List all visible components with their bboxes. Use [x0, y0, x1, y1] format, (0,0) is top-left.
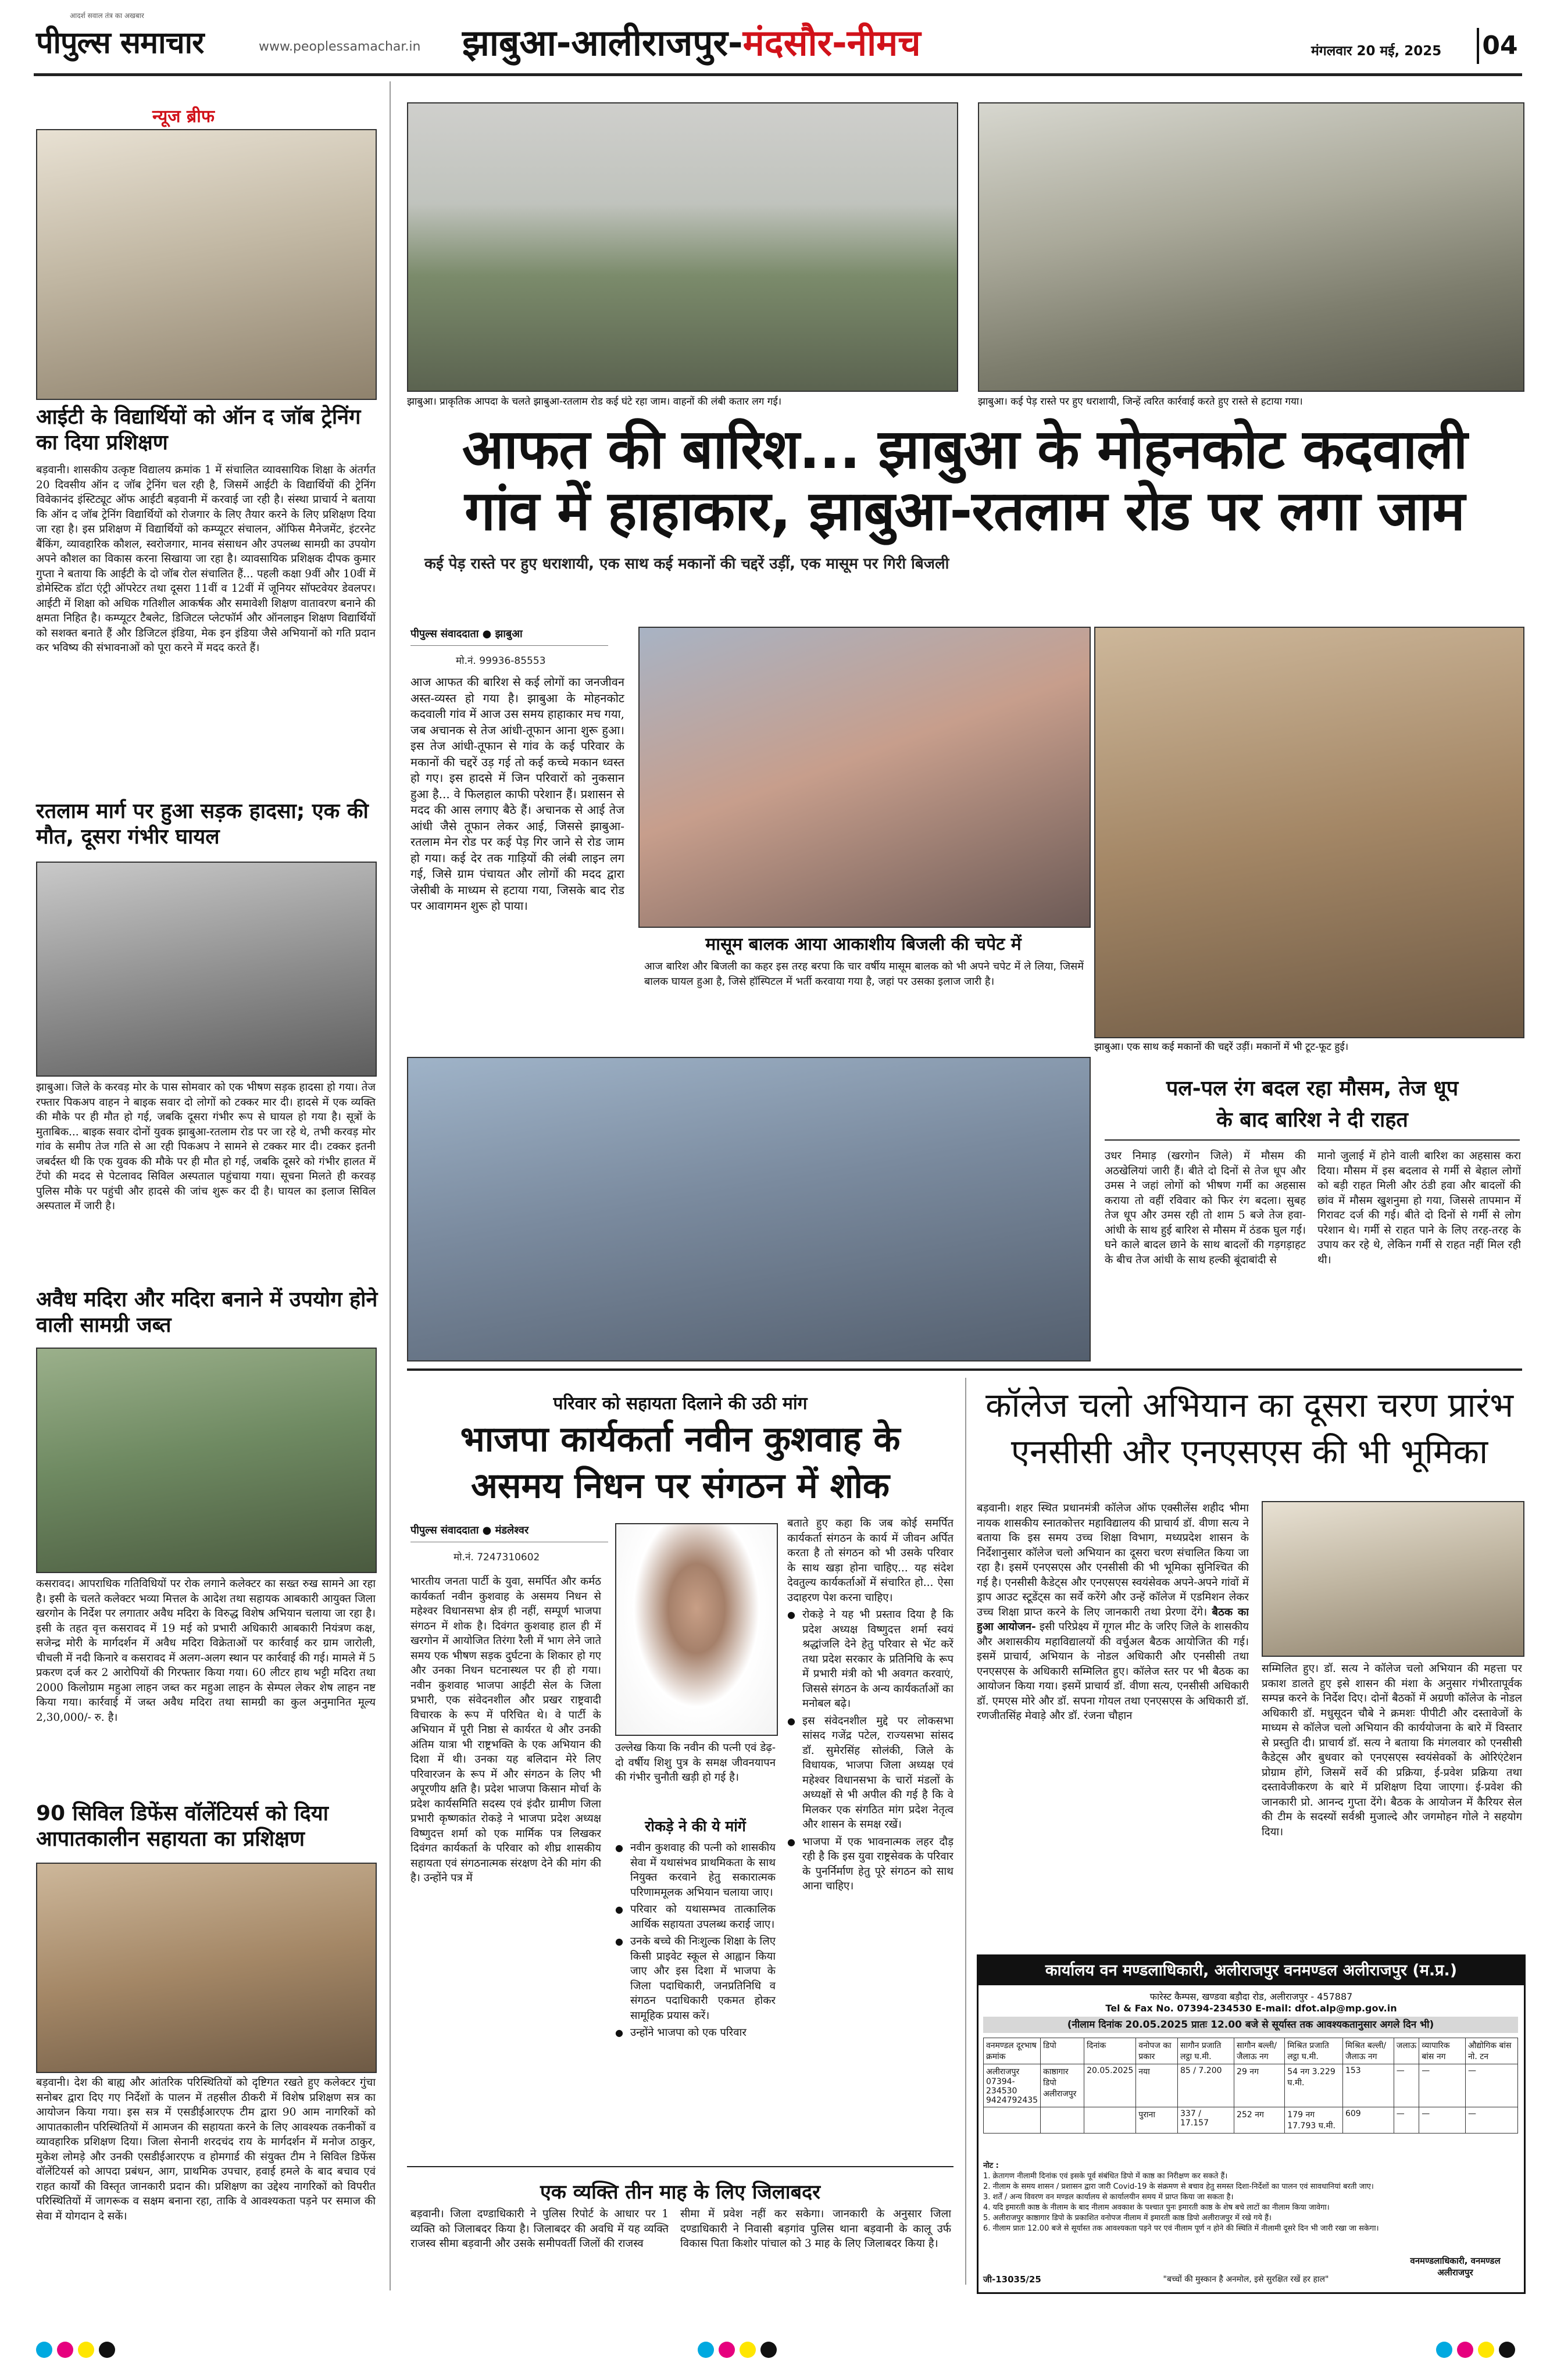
college-meeting-photo [1262, 1501, 1524, 1657]
college-headline-line2: एनसीसी और एनएसएस की भी भूमिका [1010, 1432, 1488, 1471]
registration-mark-black [760, 2342, 777, 2358]
jila-badar-rule [407, 2166, 954, 2167]
bjp-col3-point-2: ● इस संवेदनशील मुद्दे पर लोकसभा सांसद गजेंद्र पटेल, राज्यसभा सांसद डॉ. सुमेरसिंह सोलंकी, जिले के विधायक, भाजपा जिला अध्यक्ष एवं महेश्वर विधानसभा के चारों मंडलों के अध्यक्षों से भी अपील की गई है कि वे मिलकर एक संगठित मांग प्रदेश नेतृत्व और शासन के समक्ष रखें। [787, 1714, 954, 1832]
tender-notice: (नीलाम दिनांक 20.05.2025 प्रातः 12.00 बजे से सूर्यास्त तक आवश्यकतानुसार अगले दिन भी) [983, 2017, 1518, 2033]
tender-th: डिपो [1041, 2038, 1084, 2064]
injured-child-photo [638, 627, 1091, 928]
tender-th: सागौन बल्ली/जैलाऊ नग [1234, 2038, 1285, 2064]
tender-cell: पुराना [1136, 2107, 1178, 2134]
weather-headline-line2: के बाद बारिश ने दी राहत [1216, 1108, 1408, 1132]
bjp-col1: भारतीय जनता पार्टी के युवा, समर्पित और कर्मठ कार्यकर्ता नवीन कुशवाह के असमय निधन से महेश्वर विधानसभा क्षेत्र ही नहीं, सम्पूर्ण भाजपा संगठन में शोक है। दिवंगत कुशवाह हाल ही में खरगोन में आयोजित तिरंगा रैली में भाग लेने जाते समय एक भीषण सड़क दुर्घटना के शिकार हो गए और उनका निधन घटनास्थल पर ही हो गया। नवीन कुशवाह भाजपा आईटी सेल के जिला प्रभारी, एक संवेदनशील और प्रखर राष्ट्रवादी विचारक के रूप में परिचित थे। वे पार्टी के अभियान में पूरी निष्ठा से कार्यरत थे और उनकी अंतिम यात्रा भी राष्ट्रभक्ति के एक अभियान की दिशा में थी। उनका यह बलिदान मेरे लिए परिवारजन के रूप में और संगठन के लिए भी अपूरणीय क्षति है। प्रदेश भाजपा किसान मोर्चा के प्रदेश कार्यसमिति सदस्य एवं इंदौर ग्रामीण जिला प्रभारी कृष्णकांत रोकड़े ने भाजपा प्रदेश अध्यक्ष विष्णुदत्त शर्मा को एक मार्मिक पत्र लिखकर दिवंगत कार्यकर्ता के परिवार को शीघ्र शासकीय सहायता एवं संगठनात्मक संरक्षण देने की मांग की है। उन्होंने पत्र में [410, 1575, 601, 1884]
bjp-demand-1: ● नवीन कुशवाह की पत्नी को शासकीय सेवा में यथासंभव प्राथमिकता के साथ नियुक्त करवाने हेतु सकारात्मक परिणाममूलक अभियान चलाया जाए। [615, 1841, 776, 1900]
tender-contact: Tel & Fax No. 07394-234530 E-mail: dfot.alp@mp.gov.in [1105, 2003, 1397, 2014]
child-caption-body: आज बारिश और बिजली का कहर इस तरह बरपा कि चार वर्षीय मासूम बालक को भी अपने चपेट में ले लिया, जिसमें बालक घायल हुआ है, जिसे हॉस्पिटल में भर्ती करवाया गया है, जहां पर उसका इलाज जारी है। [644, 960, 1084, 988]
registration-mark-yellow [1478, 2342, 1494, 2358]
weather-photo [407, 1057, 1091, 1361]
accident-photo [36, 862, 377, 1077]
damaged-houses-caption: झाबुआ। एक साथ कई मकानों की चद्दरें उड़ीं। मकानों में भी टूट-फूट हुई। [1094, 1041, 1349, 1053]
tender-cell: — [1465, 2064, 1517, 2107]
tender-cell: — [1394, 2064, 1419, 2107]
tender-table [983, 2038, 1518, 2134]
tender-table-row [984, 2064, 1518, 2107]
weather-col2: मानो जुलाई में होने वाली बारिश का अहसास करा दिया। मौसम में इस बदलाव से गर्मी से बेहाल लोगों को बड़ी राहत मिली और ठंडी हवा और बादलों की छांव में मौसम खुशनुमा हो गया, जिससे तापमान में गिरावट दर्ज की गई। बीते दो दिनों से गर्मी से लोग परेशान थे। गर्मी से राहत पाने के लिए तरह-तरह के उपाय कर रहे थे, लेकिन गर्मी से राहत नहीं मिल रही थी। [1317, 1150, 1521, 1266]
tender-note: 5. अलीराजपुर काष्ठागार डिपो के प्रकाशित वनोपज नीलाम में इमारती काष्ठ डिपो अलीराजपुर में रखे गये हैं। [983, 2214, 1272, 2222]
weather-col1: उधर निमाड़ (खरगोन जिले) में मौसम की अठखेलियां जारी हैं। बीते दो दिनों से तेज धूप और उमस ने जहां लोगों को भीषण गर्मी का अहसास कराया तो वहीं रविवार को फिर रंग बदला। सुबह तेज धूप और उमस रही तो शाम 5 बजे तेज हवा-आंधी के साथ हुई बारिश से मौसम में ठंडक घुल गई। घने काले बादल छाने के साथ बादलों की गड़गड़ाहट के बीच तेज आंधी के साथ हल्की बूंदाबांदी से [1105, 1150, 1306, 1266]
tender-th: मिश्रित बल्ली/जैलाऊ नग [1342, 2038, 1394, 2064]
tender-table-header [984, 2038, 1518, 2064]
edition-title-black: झाबुआ-आलीराजपुर- [462, 22, 743, 64]
tender-note: 2. नीलाम के समय शासन / प्रशासन द्वारा जारी Covid-19 के संक्रमण से बचाव हेतु समस्त दिशा-निर्देशों का पालन एवं सावधानियां बरती जाए। [983, 2182, 1374, 2191]
fallen-trees-photo [978, 102, 1524, 392]
bjp-byline: पीपुल्स संवाददाता ● मंडलेश्वर [410, 1524, 529, 1536]
registration-mark-cyan [36, 2342, 52, 2358]
brief1-body: बड़वानी। शासकीय उत्कृष्ट विद्यालय क्रमांक 1 में संचालित व्यावसायिक शिक्षा के अंतर्गत 20 दिवसीय ऑन द जॉब ट्रेनिंग चल रही है, जिसमें आईटी के विद्यार्थियों की ट्रेनिंग विवेकानंद इंस्टिट्यूट ऑफ आईटी बड़वानी में करवाई जा रही है। संस्था प्राचार्य ने बताया कि ऑन द जॉब ट्रेनिंग विद्यार्थियों को रोजगार के लिए तैयार करने के लिए प्रशिक्षण दिया जा रहा है। इस प्रशिक्षण में विद्यार्थियों को कम्प्यूटर संचालन, ऑफिस मैनेजमेंट, इंटरनेट बैंकिंग, व्यावहारिक कौशल, स्वरोजगार, मानव संसाधन और उपलब्ध सामग्री का उपयोग अपने कौशल का विकास करना सिखाया जा रहा है। व्यावसायिक प्रशिक्षक दीपक कुमार गुप्ता ने बताया कि आईटी के दो जॉब रोल संचालित हैं... पहली कक्षा 9वीं और 10वीं में डोमेस्टिक डॉटा एंट्री ऑपरेटर तथा दूसरा 11वीं व 12वीं में जूनियर सॉफ्टवेयर डेवलपर। आईटी में शिक्षा को अधिक गतिशील आकर्षक और समावेशी शिक्षण वातावरण बनाने की क्षमता निहित है। कम्प्यूटर टैबलेट, डिजिटल प्लेटफॉर्म और ऑनलाइन शिक्षण विद्यार्थियों को सशक्त बनाते हैं और डिजिटल इंडिया, मेक इन इंडिया जैसे अभियानों को गति प्रदान कर भविष्य की संभावनाओं को पूरा करने में मदद करते हैं। [36, 464, 376, 654]
registration-mark-magenta [719, 2342, 735, 2358]
college-col1 [977, 1501, 1249, 1945]
tender-title: कार्यालय वन मण्डलाधिकारी, अलीराजपुर वनमण्डल अलीराजपुर (म.प्र.) [979, 1956, 1524, 1985]
tender-table-row [984, 2107, 1518, 2134]
weather-headline-line1: पल-पल रंग बदल रहा मौसम, तेज धूप [1166, 1077, 1459, 1100]
bjp-mobile: मो.नं. 7247310602 [453, 1552, 540, 1563]
registration-mark-magenta [57, 2342, 73, 2358]
tender-cell [984, 2107, 1041, 2134]
tender-th: व्यापारिक बांस नग [1419, 2038, 1466, 2064]
news-brief-label: न्यूज ब्रीफ [152, 106, 215, 127]
registration-mark-yellow [78, 2342, 94, 2358]
tender-cell: 29 नग [1234, 2064, 1285, 2107]
jila-badar-headline: एक व्यक्ति तीन माह के लिए जिलाबदर [540, 2181, 820, 2204]
registration-mark-yellow [740, 2342, 756, 2358]
brief4-body: बड़वानी। देश की बाह्य और आंतरिक परिस्थितियों को दृष्टिगत रखते हुए कलेक्टर गुंचा सनोबर द्वारा दिए गए निर्देशों के पालन में तहसील ठीकरी में विशेष प्रशिक्षण सत्र का आयोजन किया गया। इस सत्र में एसडीईआरएफ टीम द्वारा 90 आम नागरिकों को आपातकालीन परिस्थितियों में आमजन की सहायता करने के लिए आवश्यक तकनीकों व व्यावहारिक प्रशिक्षण दिया। जिला सेनानी शरदचंद राय के मार्गदर्शन में मनोज ठाकुर, मुकेश लोमड़े और उनकी एसडीईआरएफ व होमगार्ड की संयुक्त टीम ने सिविल डिफेंस वॉलेंटियर्स को आपदा प्रबंधन, आग, प्राथमिक उपचार, हवाई हमले के बाद बचाव एवं राहत कार्यों की विस्तृत जानकारी प्रदान की। प्रशिक्षण का उद्देश्य नागरिकों को विपरीत परिस्थितियों में जागरूक व सक्षम बनाना रहा, ताकि वे आवश्यकता पड़ने पर समाज की सेवा में योगदान दे सकें। [36, 2077, 376, 2222]
bjp-demands-list [615, 1841, 776, 2161]
bjp-photo-caption: उल्लेख किया कि नवीन की पत्नी एवं डेढ़-दो वर्षीय शिशु पुत्र के समक्ष जीवनयापन की गंभीर चुनौती खड़ी हो गई है। [615, 1742, 776, 1784]
tender-cell: 179 नग 17.793 घ.मी. [1285, 2107, 1343, 2134]
civil-defence-photo [36, 1863, 377, 2073]
tender-cell: — [1465, 2107, 1517, 2134]
footer-registration-marks [0, 2320, 1557, 2380]
jila-badar-col1: बड़वानी। जिला दण्डाधिकारी ने पुलिस रिपोर्ट के आधार पर 1 व्यक्ति को जिलाबदर किया है। जिलाबदर की अवधि में यह व्यक्ति राजस्व सीमा बड़वानी और उसके समीपवर्ती जिलों की राजस्व [410, 2208, 669, 2250]
masthead-tagline: आदर्श सवाल तंत्र का अखबार [70, 12, 144, 20]
tender-ad [977, 1954, 1526, 2294]
tender-notes [983, 2161, 1518, 2254]
lead-byline: पीपुल्स संवाददाता ● झाबुआ [410, 628, 523, 640]
liquor-seizure-photo [36, 1348, 377, 1573]
tender-note: 6. नीलाम प्रातः 12.00 बजे से सूर्यास्त तक आवश्यकता पड़ने पर एवं नीलाम पूर्ण न होने की स्थिति में नीलामी दूसरे दिन भी जारी रखा जा सकेगा। [983, 2224, 1379, 2233]
tender-cell [1041, 2107, 1084, 2134]
bjp-demand-3: ● उनके बच्चे की निःशुल्क शिक्षा के लिए किसी प्राइवेट स्कूल से आह्वान किया जाए और इस दिशा में भाजपा के जिला पदाधिकारी, जनप्रतिनिधि व संगठन पदाधिकारी एकमत होकर सामूहिक प्रयास करें। [615, 1934, 776, 2023]
child-caption-title: मासूम बालक आया आकाशीय बिजली की चपेट में [705, 934, 1022, 955]
jila-badar-col2: सीमा में प्रवेश नहीं कर सकेगा। जानकारी के अनुसार जिला दण्डाधिकारी ने निवासी बड़गांव पुलिस थाना बड़वानी के कालू उर्फ विकास पिता किशोर पांचाल को 3 माह के लिए जिलाबदर किया है। [680, 2208, 951, 2250]
tender-notes-title: नोट : [983, 2161, 999, 2170]
bjp-col3-text: बताते हुए कहा कि जब कोई समर्पित कार्यकर्ता संगठन के कार्य में जीवन अर्पित करता है तो संगठन को भी उसके परिवार के साथ खड़ा होना चाहिए... यह संदेश देवतुल्य कार्यकर्ताओं में संचारित हो... ऐसा उदाहरण पेश करना चाहिए। [787, 1517, 954, 1604]
masthead-rule [34, 73, 1522, 76]
road-jam-caption: झाबुआ। प्राकृतिक आपदा के चलते झाबुआ-रतलाम रोड कई घंटे रहा जाम। वाहनों की लंबी कतार लग गई। [407, 396, 782, 408]
tender-cell: नया [1136, 2064, 1178, 2107]
bjp-headline-line2: असमय निधन पर संगठन में शोक [471, 1466, 890, 1506]
college-col1b-text: इसी परिप्रेक्ष्य में गूगल मीट के जरिए जिले के शासकीय और अशासकीय महाविद्यालयों की वर्चुअल बैठक आयोजित की गई। इसमें प्राचार्य, अभियान के नोडल अधिकारी और एनसीसी तथा एनएसएस के अधिकारी सम्मिलित हुए। कॉलेज स्तर पर भी बैठक का आयोजन किया गया। इसमें प्राचार्य डॉ. वीणा सत्य, एनसीसी अधिकारी डॉ. एमएस मोरे और डॉ. सपना गोयल तथा एनएसएस के अधिकारी डॉ. रणजीतसिंह मेवाड़े और डॉ. रंजना चौहान [977, 1621, 1249, 1722]
tender-th: मिश्रित प्रजाति लट्ठा घ.मी. [1285, 2038, 1343, 2064]
edition-title-red: मंदसौर-नीमच [742, 22, 921, 64]
registration-mark-cyan [1436, 2342, 1452, 2358]
bjp-demand-2: ● परिवार को यथासम्भव तात्कालिक आर्थिक सहायता उपलब्ध कराई जाए। [615, 1902, 776, 1932]
registration-mark-black [99, 2342, 115, 2358]
naveen-kushwah-photo [615, 1523, 778, 1736]
section-rule [407, 1368, 1522, 1371]
weather-headline-rule [1105, 1139, 1520, 1141]
tender-slogan: "बच्चों की मुस्कान है अनमोल, इसे सुरक्षित रखें हर हाल" [1163, 2275, 1329, 2284]
edition-title [462, 17, 921, 66]
page-number: 04 [1477, 28, 1521, 64]
lead-headline-line1: आफत की बारिश... झाबुआ के मोहनकोट कदवाली [462, 418, 1467, 481]
bjp-demands-title: रोकड़े ने की ये मांगें [645, 1818, 746, 1835]
tender-cell: 54 नग 3.229 घ.मी. [1285, 2064, 1343, 2107]
tender-cell: 337 / 17.157 [1178, 2107, 1234, 2134]
tender-cell: 153 [1342, 2064, 1394, 2107]
tender-cell: — [1419, 2064, 1466, 2107]
brief2-headline: रतलाम मार्ग पर हुआ सड़क हादसा; एक की मौत, दूसरा गंभीर घायल [36, 799, 369, 849]
damaged-houses-photo [1094, 627, 1524, 1038]
issue-date: मंगलवार 20 मई, 2025 [1311, 44, 1442, 59]
lead-headline-line2: गांव में हाहाकार, झाबुआ-रतलाम रोड पर लगा जाम [465, 480, 1465, 543]
tender-cell: अलीराजपुर 07394-234530 9424792435 [984, 2064, 1041, 2107]
it-students-photo [36, 129, 377, 400]
tender-th: औद्योगिक बांस नो. टन [1465, 2038, 1517, 2064]
tender-signature: वनमण्डलाधिकारी, वनमण्डल अलीराजपुर [1410, 2256, 1501, 2278]
bjp-col3 [787, 1516, 954, 2160]
tender-note: 1. क्रेतागण नीलामी दिनांक एवं इसके पूर्व संबंधित डिपो में काष्ठ का निरीक्षण कर सकते हैं। [983, 2172, 1228, 2181]
tender-cell [1084, 2107, 1136, 2134]
road-jam-photo [407, 102, 958, 392]
bjp-headline-line1: भाजपा कार्यकर्ता नवीन कुशवाह के [460, 1419, 901, 1460]
tender-th: सागौन प्रजाति लट्ठा घ.मी. [1178, 2038, 1234, 2064]
bjp-col3-point-1: ● रोकड़े ने यह भी प्रस्ताव दिया है कि प्रदेश अध्यक्ष विष्णुदत्त शर्मा स्वयं श्रद्धांजलि देने हेतु परिवार से भेंट करें तथा प्रदेश सरकार के प्रतिनिधि के रूप में प्रभारी मंत्री को भी अवगत करवाएं, जिससे संगठन के अन्य कार्यकर्ताओं का मनोबल बढ़े। [787, 1607, 954, 1711]
lead-body: आज आफत की बारिश से कई लोगों का जनजीवन अस्त-व्यस्त हो गया है। झाबुआ के मोहनकोट कदवाली गांव में आज उस समय हाहाकार मच गया, जब अचानक से तेज आंधी-तूफान आना शुरू हुआ। इस तेज आंधी-तूफान से गांव के कई परिवार के मकानों की चद्दरें उड़ गई तो कई कच्चे मकान ध्वस्त हो गए। इस हादसे में जिन परिवारों को नुकसान हुआ है... वे फिलहाल काफी परेशान हैं। प्रशासन से मदद की आस लगाए बैठे हैं। अचानक से आई तेज आंधी जैसे तूफान लेकर आई, जिससे झाबुआ-रतलाम मेन रोड पर कई पेड़ गिर जाने से रोड जाम हो गया। कई देर तक गाड़ियों की लंबी लाइन लग गई, जिसे ग्राम पंचायत और लोगों की मदद द्वारा जेसीबी के माध्यम से हटाया गया, जिसके बाद रोड पर आवागमन शुरू हो पाया। [410, 675, 624, 913]
brief1-headline: आईटी के विद्यार्थियों को ऑन द जॉब ट्रेनिंग का दिया प्रशिक्षण [36, 405, 361, 455]
tender-code: जी-13035/25 [983, 2274, 1041, 2285]
bjp-demand-4: ● उन्होंने भाजपा को एक परिवार [615, 2025, 776, 2040]
brief4-headline: 90 सिविल डिफेंस वॉलेंटियर्स को दिया आपातकालीन सहायता का प्रशिक्षण [36, 1802, 328, 1851]
tender-note: 3. शर्तें / अन्य विवरण वन मण्डल कार्यालय से कार्यालयीन समय में प्राप्त किया जा सकता है। [983, 2193, 1234, 2202]
registration-mark-magenta [1457, 2342, 1473, 2358]
college-col1-text: बड़वानी। शहर स्थित प्रधानमंत्री कॉलेज ऑफ एक्सीलेंस शहीद भीमा नायक शासकीय स्नातकोत्तर महाविद्यालय की प्राचार्य डॉ. वीणा सत्य ने बताया कि इस समय उच्च शिक्षा विभाग, मध्यप्रदेश शासन के निर्देशानुसार कॉलेज चलो अभियान का दूसरा चरण संचालित किया जा रहा है। इसमें एनएसएस और एनसीसी की भी भूमिका सुनिश्चित की गई है। एनसीसी कैडेट्स और एनएसएस स्वयंसेवक अपने-अपने गांवों में ड्राप आउट स्टूडेंट्स का सर्वे करेंगे और उन्हें कॉलेज में एडमिशन लेकर उच्च शिक्षा प्राप्त करने के लिए जानकारी तथा प्रेरणा देंगे। [977, 1502, 1249, 1618]
tender-cell: — [1394, 2107, 1419, 2134]
brief3-body: कसरावद। आपराधिक गतिविधियों पर रोक लगाने कलेक्टर का सख्त रुख सामने आ रहा है। इसी के चलते कलेक्टर भव्या मित्तल के आदेश तथा सहायक आबकारी आयुक्त जिला खरगोन के निर्देश पर लगातार अवैध मदिरा के विरुद्ध विशेष अभियान चलाया जा रहा है। इसी के तहत वृत्त कसरावद में 19 मई को प्रभारी अधिकारी आबकारी नियंत्रण कक्ष, सजेन्द्र मोरी के मार्गदर्शन में अवैध मदिरा विक्रेताओं पर कार्रवाई कर ग्राम जारोली, चीचली में नदी किनारे व कसरावद में अलग-अलग स्थान पर कार्रवाई की गई। मामले में 5 प्रकरण दर्ज कर 2 आरोपियों की गिरफ्तार किया गया। 60 लीटर हाथ भट्टी मदिरा तथा 2000 किलोग्राम महुआ लाहन जब्त कर महुआ लाहन के सेम्पल लेकर शेष लाहन नष्ट किया गया। कार्रवाई में जब्त अवैध मदिरा तथा सामग्री का कुल अनुमानित मूल्य 2,30,000/- रु. है। [36, 1578, 376, 1724]
brief3-headline: अवैध मदिरा और मदिरा बनाने में उपयोग होने वाली सामग्री जब्त [36, 1288, 378, 1337]
bjp-kicker: परिवार को सहायता दिलाने की उठी मांग [553, 1393, 808, 1414]
lead-mobile: मो.नं. 99936-85553 [456, 655, 546, 667]
middle-vertical-divider [965, 1378, 966, 2285]
registration-mark-black [1499, 2342, 1515, 2358]
tender-cell: काष्ठागार डिपो अलीराजपुर [1041, 2064, 1084, 2107]
masthead [0, 0, 1557, 70]
registration-mark-cyan [698, 2342, 714, 2358]
lead-byline-rule [410, 645, 608, 646]
tender-cell: 85 / 7.200 [1178, 2064, 1234, 2107]
newspaper-logo: पीपुल्स समाचार [36, 26, 204, 60]
tender-cell: 252 नग [1234, 2107, 1285, 2134]
tender-address: फारेस्ट कैम्पस, खण्डवा बड़ौदा रोड, अलीराजपुर - 457887 [1149, 1991, 1353, 2002]
left-column-divider [390, 81, 391, 2290]
brief2-body: झाबुआ। जिले के करवड़ मोर के पास सोमवार को एक भीषण सड़क हादसा हो गया। तेज रफ्तार पिकअप वाहन ने बाइक सवार दो लोगों को टक्कर मार दी। हादसे में एक व्यक्ति की मौके पर ही मौत हो गई, जबकि दूसरा गंभीर रूप से घायल हो गया है। सूत्रों के मुताबिक... बाइक सवार दोनों युवक झाबुआ-रतलाम रोड पर जा रहे थे, तभी करवड़ मोर गांव के समीप तेज गति से आ रही पिकअप ने सामने से टक्कर मार दी। टक्कर इतनी जबर्दस्त थी कि एक युवक की मौके पर ही मौत हो गई, जबकि दूसरे को गंभीर हालत में टेंपो की मदद से पेटलावद सिविल अस्पताल पहुंचाया गया। सूचना मिलते ही करवड़ पुलिस मौके पर पहुंची और हादसे की जांच शुरू कर दी है। घायल का इलाज सिविल अस्पताल में जारी है। [36, 1081, 376, 1212]
fallen-trees-caption: झाबुआ। कई पेड़ रास्ते पर हुए धराशायी, जिन्हें त्वरित कार्रवाई करते हुए रास्ते से हटाया गया। [978, 396, 1303, 408]
tender-th: दिनांक [1084, 2038, 1136, 2064]
college-headline-line1: कॉलेज चलो अभियान का दूसरा चरण प्रारंभ [985, 1385, 1513, 1425]
tender-cell: 20.05.2025 [1084, 2064, 1136, 2107]
lead-deck: कई पेड़ रास्ते पर हुए धराशायी, एक साथ कई मकानों की चद्दरें उड़ीं, एक मासूम पर गिरी बिजली [424, 555, 949, 573]
tender-th: वनमण्डल दूरभाष क्रमांक [984, 2038, 1041, 2064]
bjp-col3-point-3: ● भाजपा में एक भावनात्मक लहर दौड़ रही है कि इस युवा राष्ट्रसेवक के परिवार के पुनर्निर्माण हेतु पूरे संगठन को साथ आना चाहिए। [787, 1835, 954, 1894]
website-url[interactable]: www.peoplessamachar.in [259, 40, 421, 54]
tender-th: वनोपज का प्रकार [1136, 2038, 1178, 2064]
college-subhead: बैठक का हुआ आयोजन- [977, 1606, 1249, 1633]
tender-cell: — [1419, 2107, 1466, 2134]
tender-note: 4. यदि इमारती काष्ठ के नीलाम के बाद नीलाम अवकाश के पश्चात पुनः इमारती काष्ठ के शेष बचे लाटों का नीलाम किया जावेगा। [983, 2203, 1330, 2212]
college-col2: सम्मिलित हुए। डॉ. सत्य ने कॉलेज चलो अभियान की महत्ता पर प्रकाश डालते हुए इसे शासन की मंशा के अनुसार गंभीरतापूर्वक सम्पन्न करने के निर्देश दिए। दोनों बैठकों में अग्रणी कॉलेज के नोडल अधिकारी डॉ. मधुसूदन चौबे ने क्रमशः पीपीटी और दस्तावेजों के माध्यम से कॉलेज चलो अभियान की कार्ययोजना के बारे में विस्तार से प्रस्तुति दी। प्राचार्य डॉ. सत्य ने बताया कि मंगलवार को एनसीसी कैडेट्स और बुधवार को एनएसएस स्वयंसेवकों के ओरिएंटेशन प्रोग्राम होंगे, जिसमें सर्वे की प्रक्रिया, ई-प्रवेश प्रक्रिया तथा दस्तावेजीकरण के बारे में प्रशिक्षण दिया जाएगा। ई-प्रवेश की जानकारी प्रो. आनन्द गुप्ता देंगे। बैठक के आयोजन में कैरियर सेल की टीम के सदस्यों सर्वश्री मुजाल्दे और जगमोहन गोले ने सहयोग दिया। [1262, 1663, 1522, 1838]
tender-th: जलाऊ [1394, 2038, 1419, 2064]
tender-cell: 609 [1342, 2107, 1394, 2134]
